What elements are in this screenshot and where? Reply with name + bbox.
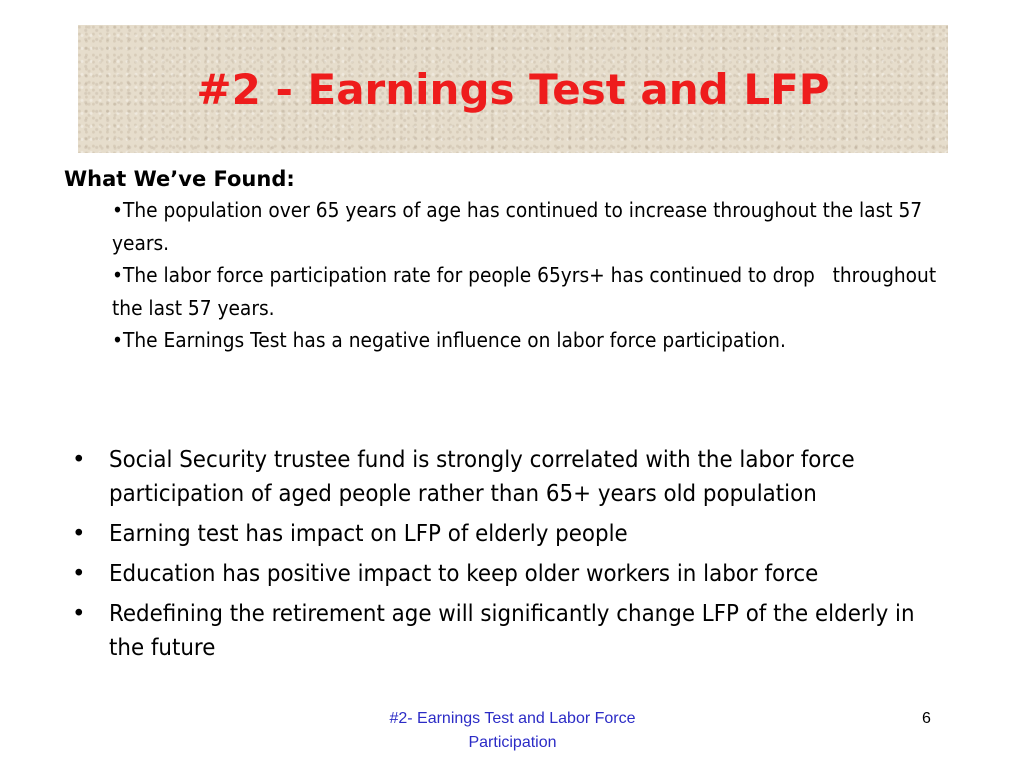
- page-number: 6: [922, 710, 931, 727]
- conclusion-text: Education has positive impact to keep older workers in labor force: [109, 561, 819, 587]
- conclusion-item: [70, 557, 950, 591]
- findings-section: [64, 164, 964, 357]
- finding-item: •The population over 65 years of age has continued to increase throughout the last 57 years.: [112, 198, 929, 255]
- slide-title: #2 - Earnings Test and LFP: [196, 64, 830, 114]
- conclusion-text: Social Security trustee fund is strongly correlated with the labor force participation of aged people rather than 65+ years old population: [109, 447, 855, 507]
- conclusion-item: [70, 597, 950, 665]
- conclusion-text: Earning test has impact on LFP of elderly people: [109, 521, 628, 547]
- bullet-marker: •: [72, 521, 86, 547]
- footer-text: #2- Earnings Test and Labor Force Participation: [389, 710, 636, 751]
- bullet-marker: •: [72, 447, 86, 473]
- conclusions-list: [70, 443, 950, 671]
- conclusion-item: [70, 443, 950, 511]
- bullet-marker: •: [72, 601, 86, 627]
- finding-item: •The labor force participation rate for people 65yrs+ has continued to drop throughout the last 57 years.: [112, 263, 943, 320]
- findings-list: [112, 194, 962, 357]
- bullet-marker: •: [72, 561, 86, 587]
- findings-heading: What We’ve Found:: [64, 167, 295, 191]
- conclusion-text: Redefining the retirement age will significantly change LFP of the elderly in the future: [109, 601, 915, 661]
- conclusion-item: [70, 517, 950, 551]
- finding-item: •The Earnings Test has a negative influence on labor force participation.: [112, 328, 786, 352]
- title-banner: [78, 25, 948, 153]
